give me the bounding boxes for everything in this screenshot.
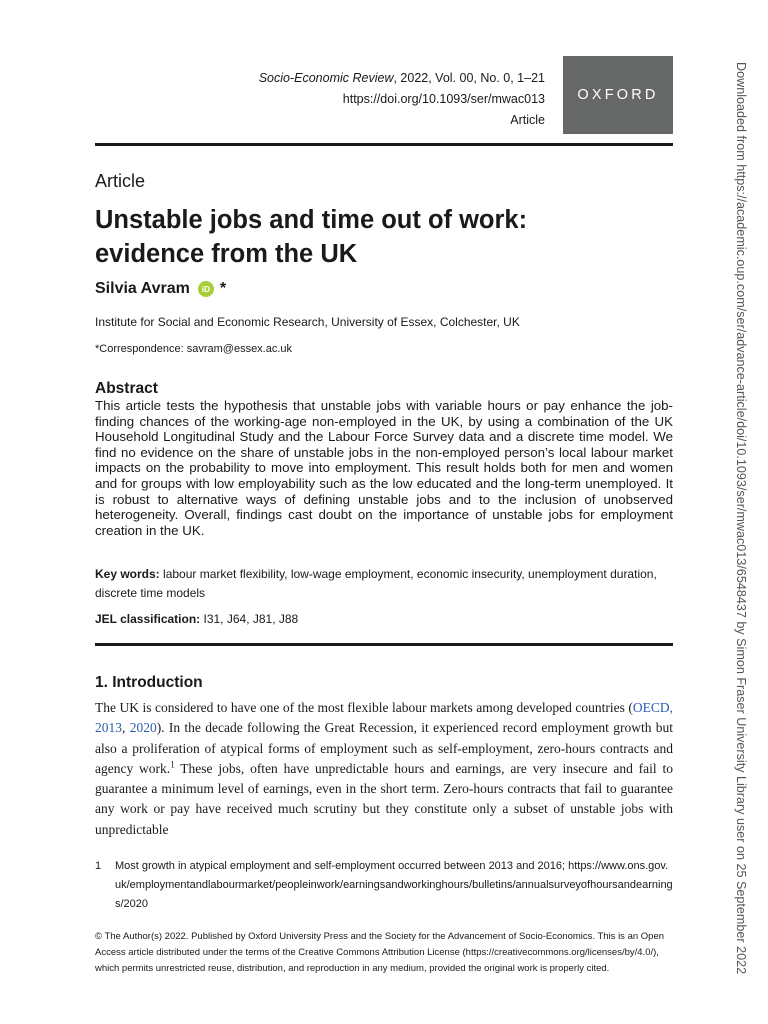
affiliation: Institute for Social and Economic Research, University of Essex, Colchester, UK bbox=[95, 315, 520, 329]
doi-link[interactable]: https://doi.org/10.1093/ser/mwac013 bbox=[342, 92, 545, 106]
intro-separator: , bbox=[122, 720, 130, 736]
author-line bbox=[95, 280, 226, 298]
footnote-text: Most growth in atypical employment and self-employment occurred between 2013 and 2016; https://www.ons.gov.uk/employmentandlabourmarket/peopleinwork/earningsandworkinghours/bulletins/annualsurveyofhoursandearnings/2020 bbox=[115, 860, 673, 910]
orcid-icon[interactable]: iD bbox=[198, 281, 214, 297]
copyright-notice: © The Author(s) 2022. Published by Oxford University Press and the Society for the Advancement of Socio-Economics. This is an Open Access article distributed under the terms of the Creative Commons Attribution License (https://creativecommons.org/licenses/by/4.0/), which permits unrestricted reuse, distribution, and reproduction in any medium, provided the original work is properly cited. bbox=[95, 931, 665, 974]
introduction-paragraph bbox=[95, 698, 673, 840]
article-type: Article bbox=[510, 113, 545, 127]
jel-text: I31, J64, J81, J88 bbox=[200, 612, 299, 626]
footnote-number: 1 bbox=[95, 860, 102, 872]
keywords-text: labour market flexibility, low-wage employment, economic insecurity, unemployment duration, discrete time models bbox=[95, 567, 657, 600]
article-title bbox=[95, 203, 673, 271]
citation-oecd-2013[interactable]: OECD, 2013 bbox=[95, 700, 673, 736]
download-watermark: Downloaded from https://academic.oup.com/ser/advance-article/doi/10.1093/ser/mwac013/6548437 by Simon Fraser University Library user on 25 September 2022 bbox=[734, 62, 748, 975]
citation-oecd-2020[interactable]: 2020 bbox=[129, 720, 157, 736]
correspondence: *Correspondence: savram@essex.ac.uk bbox=[95, 343, 293, 355]
abstract-text: This article tests the hypothesis that unstable jobs with variable hours or pay enhance the job-finding chances of the working-age non-employed in the UK, by using a combination of the UK Household Longitudinal Study and the Labour Force Survey data and a discrete time model. We find no evidence on the share of unstable jobs in the non-employed person’s local labour market impacts on the probability to move into employment. This result holds both for men and women and for groups with low employability such as the low educated and the long-term unemployed. It is robust to alternative ways of defining unstable jobs and to the inclusion of unobserved heterogeneity. Overall, findings cast doubt on the importance of unstable jobs for employment creation in the UK. bbox=[95, 398, 673, 538]
journal-header bbox=[150, 68, 545, 131]
keywords bbox=[95, 565, 673, 602]
title-line-1: Unstable jobs and time out of work: bbox=[95, 206, 528, 234]
author-name[interactable]: Silvia Avram bbox=[95, 280, 190, 297]
jel-label: JEL classification: bbox=[95, 612, 201, 626]
abstract-heading: Abstract bbox=[95, 380, 158, 397]
header-divider bbox=[95, 143, 673, 146]
abstract-divider bbox=[95, 643, 673, 646]
title-line-2: evidence from the UK bbox=[95, 240, 358, 268]
footnote-1 bbox=[95, 857, 673, 914]
intro-text-1: The UK is considered to have one of the most flexible labour markets among developed countries ( bbox=[95, 700, 633, 715]
journal-volume: , 2022, Vol. 00, No. 0, 1–21 bbox=[393, 71, 545, 85]
oxford-logo[interactable]: OXFORD bbox=[563, 56, 673, 134]
corresponding-author-mark: * bbox=[219, 280, 227, 297]
journal-name: Socio-Economic Review bbox=[258, 71, 394, 85]
section-heading-introduction: 1. Introduction bbox=[95, 674, 203, 691]
jel-classification bbox=[95, 612, 298, 626]
intro-text-3: These jobs, often have unpredictable hours and earnings, are very insecure and fail to guarantee a minimum level of earnings, even in the short term. Zero-hours contracts that fail to guarantee any work or pay have received much scrutiny but they constitute only a subset of unstable jobs with unpredictable bbox=[95, 760, 673, 837]
intro-text-2: ). In the decade following the Great Recession, it experienced record employment growth but also a proliferation of atypical forms of employment such as self-employment, zero-hours contracts and agency work. bbox=[95, 720, 674, 776]
article-label: Article bbox=[95, 171, 146, 191]
keywords-label: Key words: bbox=[95, 567, 160, 581]
footnote-reference[interactable]: 1 bbox=[170, 759, 175, 770]
journal-citation bbox=[150, 68, 545, 89]
